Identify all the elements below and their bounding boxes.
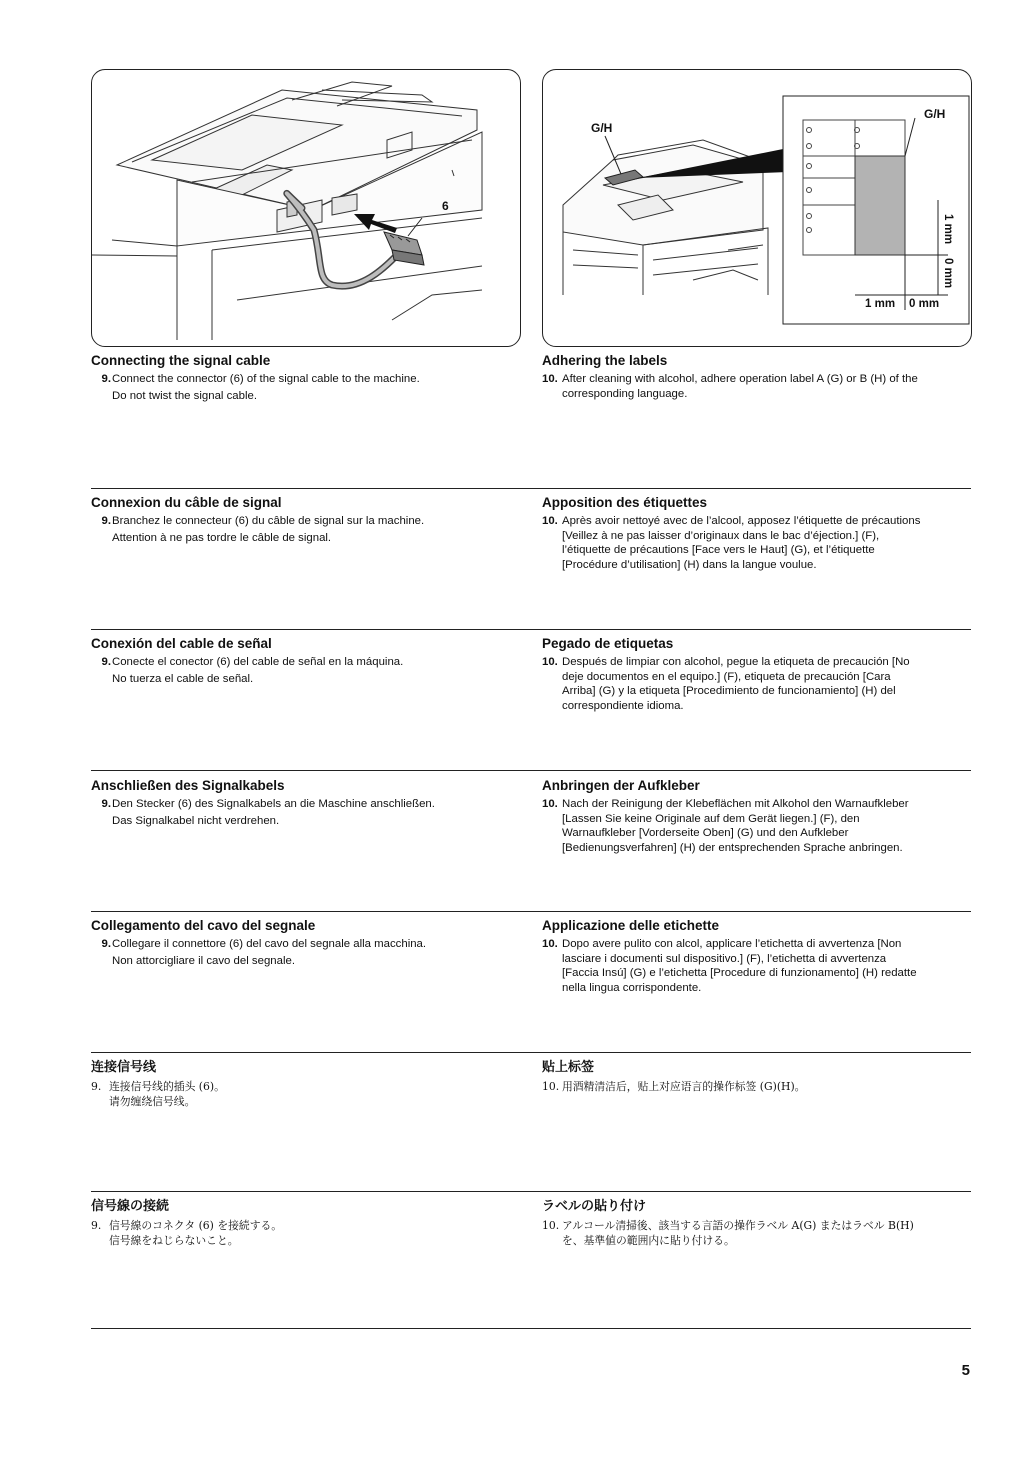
step-text: Non attorcigliare il cavo del segnale.	[112, 954, 295, 967]
step-text: Después de limpiar con alcohol, pegue la etiqueta de precaución [No	[562, 656, 910, 668]
step-text: Conecte el conector (6) del cable de señal en la máquina.	[112, 656, 404, 668]
section-title: Conexión del cable de señal	[91, 636, 272, 651]
step-text: No tuerza el cable de señal.	[112, 672, 254, 685]
section-english-right	[542, 353, 972, 401]
step-9	[91, 937, 521, 968]
step-text: nella lingua corrispondente.	[562, 981, 702, 994]
step-number: 10.	[542, 938, 558, 950]
step-number: 10.	[542, 1080, 560, 1093]
section-divider	[91, 1328, 971, 1329]
section-divider	[91, 770, 971, 771]
step-number: 10.	[542, 373, 558, 385]
page-number: 5	[961, 1362, 970, 1379]
step-text: After cleaning with alcohol, adhere operation label A (G) or B (H) of the	[562, 373, 918, 385]
dimension-horizontal-0mm: 0 mm	[909, 298, 940, 310]
step-text: Dopo avere pulito con alcol, applicare l’etichetta di avvertenza [Non	[562, 938, 902, 950]
section-german-left	[91, 778, 521, 828]
step-10	[542, 514, 972, 572]
section-title: 连接信号线	[91, 1060, 157, 1075]
step-text: [Lassen Sie keine Originale auf dem Gerät liegen.] (F), den	[562, 812, 860, 825]
signal-cable-illustration	[91, 69, 521, 347]
step-9	[91, 1079, 521, 1109]
step-text: Arriba] (G) y la etiqueta [Procedimiento de funcionamiento] (H) del	[562, 685, 896, 698]
label-placement-illustration	[542, 69, 972, 347]
section-title: Connecting the signal cable	[91, 353, 271, 368]
step-number: 9.	[91, 1219, 102, 1232]
section-divider	[91, 1191, 971, 1192]
step-text: Attention à ne pas tordre le câble de signal.	[112, 531, 332, 544]
step-10	[542, 937, 972, 995]
step-text: correspondiente idioma.	[562, 699, 684, 712]
step-number: 9.	[91, 1080, 102, 1093]
step-text: 信号線をねじらないこと。	[109, 1234, 239, 1247]
label-gh-main: G/H	[591, 121, 613, 135]
step-9	[91, 655, 521, 686]
step-text: [Faccia Insú] (G) e l’etichetta [Procedure di funzionamento] (H) redatte	[562, 967, 917, 980]
step-10	[542, 797, 972, 855]
section-divider	[91, 488, 971, 489]
step-number: 9.	[101, 515, 111, 527]
step-number: 9.	[101, 938, 111, 950]
step-text: Das Signalkabel nicht verdrehen.	[112, 814, 280, 827]
step-9	[91, 1218, 521, 1248]
section-english-left	[91, 353, 521, 403]
step-text: Do not twist the signal cable.	[112, 389, 257, 402]
step-text: 用酒精清洁后，贴上对应语言的操作标签 (G)(H)。	[562, 1080, 806, 1093]
step-text: corresponding language.	[562, 387, 688, 400]
section-italian-left	[91, 918, 521, 968]
step-text: [Procédure d’utilisation] (H) dans la langue voulue.	[562, 558, 817, 571]
label-gh-detail: G/H	[924, 107, 946, 121]
section-title: Anschließen des Signalkabels	[91, 778, 285, 793]
section-title: Apposition des étiquettes	[542, 495, 708, 510]
step-text: Nach der Reinigung der Klebeflächen mit Alkohol den Warnaufkleber	[562, 798, 909, 810]
step-text: l’étiquette de précautions [Face vers le Haut] (G), et l’étiquette	[562, 544, 875, 557]
section-title: 信号線の接続	[91, 1199, 170, 1214]
section-title: Applicazione delle etichette	[542, 918, 720, 933]
dimension-vertical-1mm: 1 mm	[942, 214, 954, 245]
section-title: ラベルの貼り付け	[542, 1199, 647, 1214]
section-divider	[91, 1052, 971, 1053]
dimension-horizontal-1mm: 1 mm	[865, 298, 896, 310]
step-9	[91, 514, 521, 545]
section-french-right	[542, 495, 972, 572]
step-text: Après avoir nettoyé avec de l’alcool, apposez l’étiquette de précautions	[562, 515, 921, 527]
section-german-right	[542, 778, 972, 855]
step-10	[542, 1079, 972, 1094]
section-japanese-right	[542, 1199, 972, 1248]
section-chinese-left	[91, 1060, 521, 1109]
step-10	[542, 1218, 972, 1248]
section-japanese-left	[91, 1199, 521, 1248]
section-title: Connexion du câble de signal	[91, 495, 282, 510]
step-number: 10.	[542, 515, 558, 527]
section-title: Collegamento del cavo del segnale	[91, 918, 316, 933]
step-text: 请勿缠绕信号线。	[109, 1095, 196, 1108]
section-divider	[91, 911, 971, 912]
step-text: Warnaufkleber [Vorderseite Oben] (G) und den Aufkleber	[562, 827, 849, 840]
dimension-vertical-0mm: 0 mm	[942, 258, 954, 289]
step-10	[542, 372, 972, 401]
section-chinese-right	[542, 1060, 972, 1094]
step-text: を、基準値の範囲内に貼り付ける。	[562, 1234, 735, 1247]
step-number: 9.	[101, 656, 111, 668]
section-title: Adhering the labels	[542, 353, 668, 368]
step-9	[91, 797, 521, 828]
step-text: Branchez le connecteur (6) du câble de signal sur la machine.	[112, 515, 425, 527]
section-spanish-left	[91, 636, 521, 686]
step-text: Den Stecker (6) des Signalkabels an die Maschine anschließen.	[112, 798, 435, 810]
step-text: lasciare i documenti sul dispositivo.] (F), l’etichetta di avvertenza	[562, 952, 887, 965]
section-divider	[91, 629, 971, 630]
step-text: Collegare il connettore (6) del cavo del segnale alla macchina.	[112, 938, 427, 950]
step-9	[91, 372, 521, 403]
section-french-left	[91, 495, 521, 545]
step-number: 9.	[101, 798, 111, 810]
section-title: Anbringen der Aufkleber	[542, 778, 700, 793]
step-text: [Veillez à ne pas laisser d’originaux dans le bac d’éjection.] (F),	[562, 529, 880, 542]
section-spanish-right	[542, 636, 972, 713]
step-text: アルコール清掃後、該当する言語の操作ラベル A(G) またはラベル B(H)	[562, 1219, 914, 1232]
step-number: 10.	[542, 656, 558, 668]
section-italian-right	[542, 918, 972, 995]
step-text: [Bedienungsverfahren] (H) der entsprechenden Sprache anbringen.	[562, 841, 903, 854]
callout-6: 6	[442, 199, 449, 213]
step-number: 9.	[101, 373, 111, 385]
step-number: 10.	[542, 798, 558, 810]
step-number: 10.	[542, 1219, 560, 1232]
step-text: 连接信号线的插头 (6)。	[109, 1080, 225, 1093]
step-text: 信号線のコネクタ (6) を接続する。	[109, 1219, 283, 1232]
section-title: Pegado de etiquetas	[542, 636, 674, 651]
step-text: deje documentos en el equipo.] (F), etiqueta de precaución [Cara	[562, 670, 891, 683]
step-10	[542, 655, 972, 713]
section-title: 贴上标签	[542, 1060, 595, 1075]
step-text: Connect the connector (6) of the signal cable to the machine.	[112, 373, 420, 385]
